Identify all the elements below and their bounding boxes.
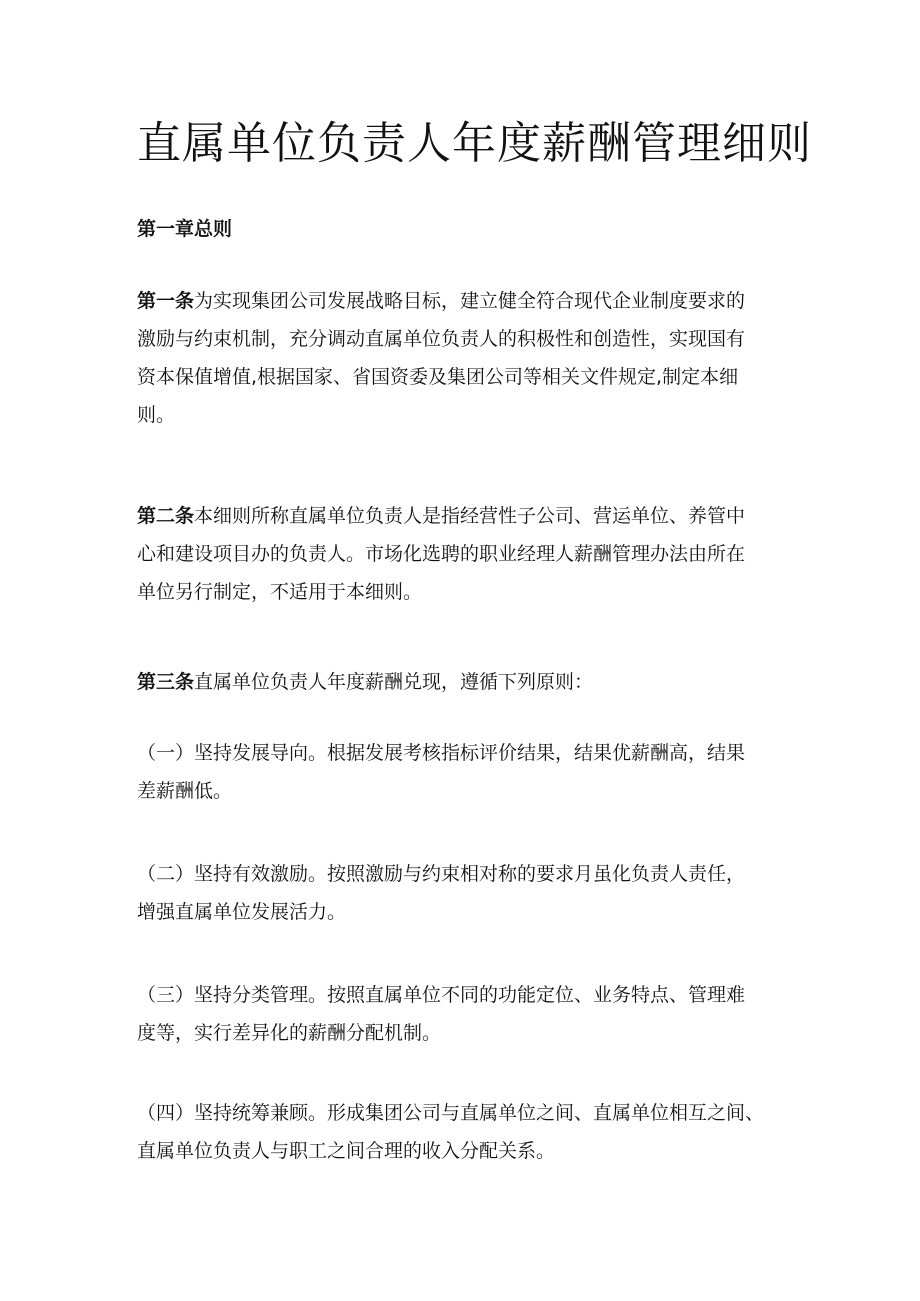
principle-3-line-1: （三）坚持分类管理。按照直属单位不同的功能定位、业务特点、管理难 xyxy=(137,984,746,1006)
article-3-line-1 xyxy=(137,663,797,701)
principle-1 xyxy=(137,734,797,810)
article-1-line-3: 资本保值增值,根据国家、省国资委及集团公司等相关文件规定,制定本细 xyxy=(137,366,739,388)
article-3 xyxy=(137,663,797,701)
principle-4-line-1: （四）坚持统筹兼顾。形成集团公司与直属单位之间、直属单位相互之间、 xyxy=(137,1102,765,1124)
article-2-text: 本细则所称直属单位负责人是指经营性子公司、营运单位、养管中 xyxy=(194,505,746,527)
principle-2-line-2: 增强直属单位发展活力。 xyxy=(137,901,347,923)
principle-3 xyxy=(137,976,797,1052)
article-1-label: 第一条 xyxy=(137,290,195,312)
principle-4-line-2: 直属单位负责人与职工之间合理的收入分配关系。 xyxy=(137,1140,556,1162)
article-1-line-1 xyxy=(137,282,797,320)
article-1 xyxy=(137,282,797,434)
article-1-line-2: 激励与约束机制，充分调动直属单位负责人的积极性和创造性，实现国有 xyxy=(137,328,746,350)
principle-3-line-2: 度等，实行差异化的薪酬分配机制。 xyxy=(137,1022,442,1044)
principle-4 xyxy=(137,1094,797,1170)
article-3-label: 第三条 xyxy=(137,671,195,693)
article-1-line-4: 则。 xyxy=(137,404,176,426)
article-3-text: 直属单位负责人年度薪酬兑现，遵循下列原则： xyxy=(194,671,594,693)
principle-1-line-1: （一）坚持发展导向。根据发展考核指标评价结果，结果优薪酬高，结果 xyxy=(137,742,746,764)
document-title: 直属单位负责人年度薪酬管理细则 xyxy=(137,118,812,169)
article-2-line-3: 单位另行制定，不适用于本细则。 xyxy=(137,581,423,603)
principle-1-line-2: 差薪酬低。 xyxy=(137,780,233,802)
article-2 xyxy=(137,497,797,611)
article-2-line-1 xyxy=(137,497,797,535)
article-1-text: 为实现集团公司发展战略目标，建立健全符合现代企业制度要求的 xyxy=(194,290,746,312)
article-2-label: 第二条 xyxy=(137,505,195,527)
chapter-heading: 第一章总则 xyxy=(137,218,233,240)
principle-2 xyxy=(137,855,797,931)
principle-2-line-1: （二）坚持有效激励。按照激励与约束相对称的要求月虽化负责人责任， xyxy=(137,863,746,885)
article-2-line-2: 心和建设项目办的负责人。市场化选聘的职业经理人薪酬管理办法由所在 xyxy=(137,543,746,565)
